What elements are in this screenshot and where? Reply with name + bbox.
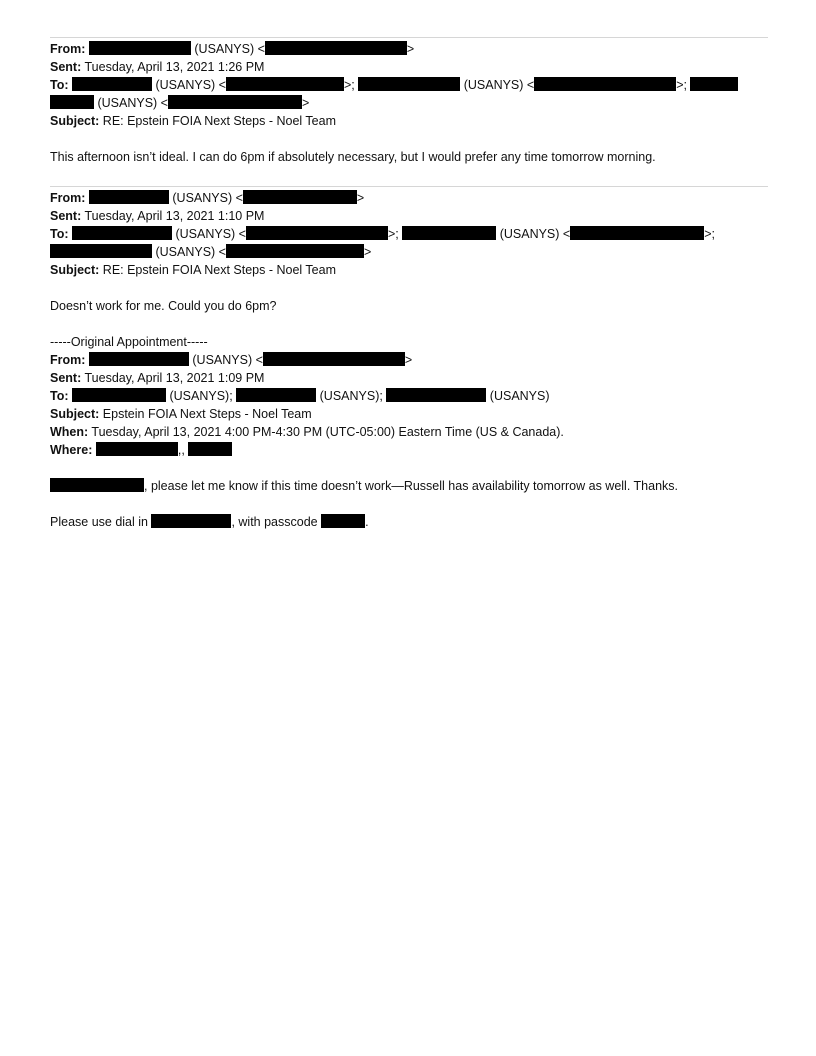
email2-to-line-cont: (USANYS) < > bbox=[50, 243, 371, 261]
redaction bbox=[226, 244, 364, 258]
redaction bbox=[188, 442, 232, 456]
email1-to-line: To: (USANYS) < >; (USANYS) < >; bbox=[50, 76, 738, 94]
separator-rule bbox=[50, 37, 768, 38]
original-from-line: From: (USANYS) < > bbox=[50, 353, 413, 367]
redaction bbox=[151, 514, 231, 528]
redaction bbox=[321, 514, 365, 528]
redaction bbox=[50, 95, 94, 109]
email2-to-line: To: (USANYS) < >; (USANYS) < >; bbox=[50, 227, 715, 241]
original-when-line: When: Tuesday, April 13, 2021 4:00 PM-4:30 PM (UTC-05:00) Eastern Time (US & Canada). bbox=[50, 425, 564, 439]
dial-in-line: Please use dial in , with passcode . bbox=[50, 515, 369, 529]
redaction bbox=[534, 77, 676, 91]
redaction bbox=[89, 41, 191, 55]
redaction bbox=[72, 388, 166, 402]
redaction bbox=[89, 190, 169, 204]
redaction bbox=[243, 190, 357, 204]
email2-subject-line: Subject: RE: Epstein FOIA Next Steps - Noel Team bbox=[50, 263, 336, 277]
redaction bbox=[168, 95, 302, 109]
redaction bbox=[50, 244, 152, 258]
redaction bbox=[89, 352, 189, 366]
email1-body: This afternoon isn’t ideal. I can do 6pm if absolutely necessary, but I would prefer any time tomorrow morning. bbox=[50, 150, 656, 164]
redaction bbox=[72, 77, 152, 91]
redaction bbox=[386, 388, 486, 402]
email1-subject-line: Subject: RE: Epstein FOIA Next Steps - Noel Team bbox=[50, 114, 336, 128]
original-sent-line: Sent: Tuesday, April 13, 2021 1:09 PM bbox=[50, 371, 265, 385]
email1-sent-line: Sent: Tuesday, April 13, 2021 1:26 PM bbox=[50, 60, 265, 74]
redaction bbox=[402, 226, 496, 240]
email2-sent-line: Sent: Tuesday, April 13, 2021 1:10 PM bbox=[50, 209, 265, 223]
email1-to-line-cont: (USANYS) < > bbox=[50, 94, 309, 112]
original-subject-line: Subject: Epstein FOIA Next Steps - Noel Team bbox=[50, 407, 312, 421]
email1-from-line: From: (USANYS) < > bbox=[50, 42, 415, 56]
redaction bbox=[246, 226, 388, 240]
original-appointment-header: -----Original Appointment----- bbox=[50, 335, 208, 349]
original-to-line: To: (USANYS); (USANYS); (USANYS) bbox=[50, 389, 550, 403]
from-label: From: bbox=[50, 42, 86, 56]
original-where-line: Where: ,, bbox=[50, 441, 232, 459]
redaction bbox=[72, 226, 172, 240]
redaction bbox=[226, 77, 344, 91]
redaction bbox=[263, 352, 405, 366]
redaction bbox=[690, 77, 738, 91]
email2-from-line: From: (USANYS) < > bbox=[50, 191, 365, 205]
original-note: , please let me know if this time doesn’t work—Russell has availability tomorrow as well. Thanks. bbox=[50, 477, 678, 495]
email2-body: Doesn’t work for me. Could you do 6pm? bbox=[50, 299, 277, 313]
redaction bbox=[265, 41, 407, 55]
redaction bbox=[236, 388, 316, 402]
redaction bbox=[358, 77, 460, 91]
redaction bbox=[96, 442, 178, 456]
redaction bbox=[570, 226, 704, 240]
redaction bbox=[50, 478, 144, 492]
separator-rule bbox=[50, 186, 768, 187]
